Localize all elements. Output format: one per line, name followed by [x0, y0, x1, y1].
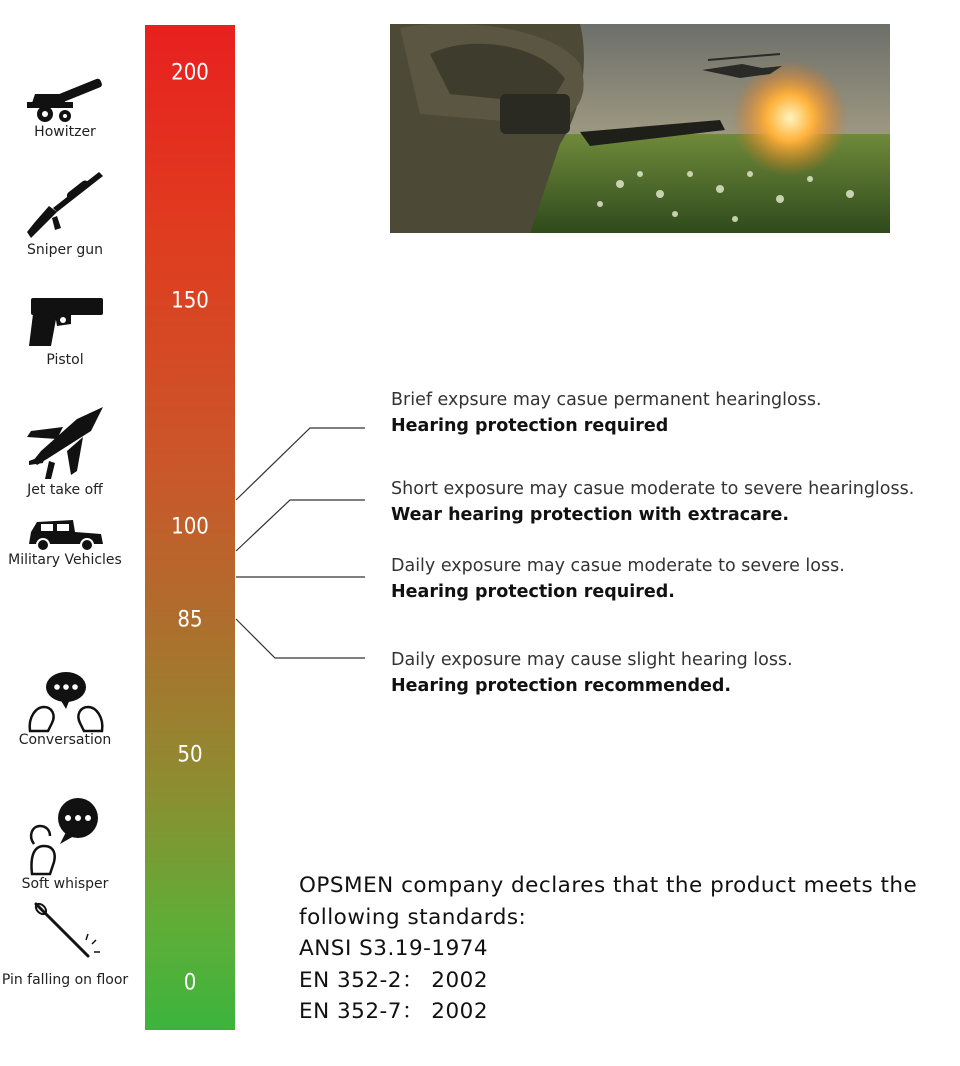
declaration-line-2: following standards: — [299, 904, 527, 930]
note-text: Daily exposure may cause slight hearing loss. — [391, 650, 793, 670]
connector-line-4 — [236, 619, 365, 658]
source-label-military-vehicles: Military Vehicles — [8, 552, 122, 568]
source-label-sniper-gun: Sniper gun — [27, 242, 103, 258]
tick-200: 200 — [171, 60, 209, 86]
source-label-pistol: Pistol — [46, 352, 84, 368]
source-label-jet: Jet take off — [27, 482, 103, 498]
exposure-note-2 — [391, 476, 914, 528]
note-emphasis: Wear hearing protection with extracare. — [391, 505, 790, 525]
standard-ansi: ANSI S3.19-1974 — [299, 936, 489, 961]
exposure-note-1 — [391, 387, 822, 439]
connector-line-1 — [236, 428, 365, 500]
note-emphasis: Hearing protection required. — [391, 582, 675, 602]
note-text: Brief expsure may casue permanent hearingloss. — [391, 390, 822, 410]
tick-85: 85 — [177, 607, 203, 633]
tick-150: 150 — [171, 288, 209, 314]
exposure-note-4 — [391, 647, 793, 699]
tick-100: 100 — [171, 514, 209, 540]
standards-declaration — [299, 870, 917, 1028]
source-label-conversation: Conversation — [18, 732, 112, 748]
note-emphasis: Hearing protection required — [391, 416, 669, 436]
source-label-soft-whisper: Soft whisper — [21, 876, 109, 892]
connector-line-2 — [236, 500, 365, 551]
standard-en-352-2: EN 352-2： 2002 — [299, 967, 489, 993]
tick-0: 0 — [183, 970, 197, 996]
note-text: Short exposure may casue moderate to severe hearingloss. — [391, 479, 915, 499]
note-text: Daily exposure may casue moderate to severe loss. — [391, 556, 845, 576]
tick-50: 50 — [177, 742, 203, 768]
source-label-howitzer: Howitzer — [34, 124, 96, 140]
source-label-pin-falling: Pin falling on floor — [1, 972, 129, 988]
standard-en-352-7: EN 352-7： 2002 — [299, 999, 489, 1024]
declaration-line-1: OPSMEN company declares that the product meets the — [299, 873, 918, 898]
note-emphasis: Hearing protection recommended. — [391, 676, 732, 696]
exposure-note-3 — [391, 553, 845, 605]
